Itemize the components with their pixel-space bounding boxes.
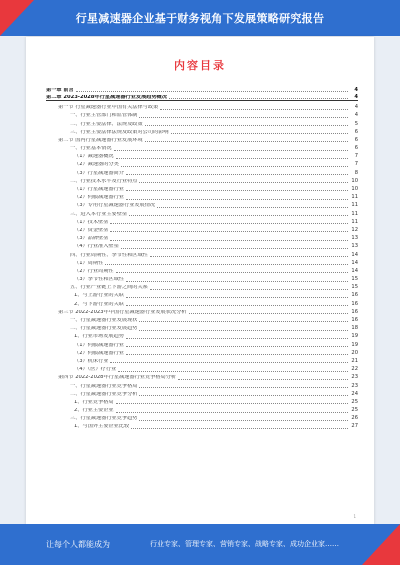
toc-entry-text: 1、行业竞争格局	[74, 399, 114, 405]
toc-entry-page: 7	[354, 153, 358, 160]
toc-entry-text: （2）伺服减速器行业	[74, 350, 124, 356]
toc-leader-dots	[150, 256, 348, 257]
toc-entry[interactable]	[46, 93, 358, 101]
toc-leader-dots	[116, 403, 348, 404]
toc-entry[interactable]	[46, 274, 358, 282]
toc-leader-dots	[131, 428, 348, 429]
toc-leader-dots	[189, 313, 349, 314]
toc-entry-page: 5	[354, 120, 358, 127]
toc-entry-page: 14	[351, 259, 358, 266]
toc-entry-page: 11	[351, 202, 358, 209]
toc-entry-page: 6	[354, 128, 358, 135]
toc-leader-dots	[126, 174, 348, 175]
toc-entry-text: 二、行业技术水平及行业特点	[70, 178, 138, 184]
toc-entry-page: 26	[351, 415, 358, 422]
toc-leader-dots	[139, 321, 348, 322]
toc-leader-dots	[126, 190, 348, 191]
toc-leader-dots	[139, 387, 348, 388]
toc-entry-text: 2、行业主要企业	[74, 408, 114, 414]
toc-entry[interactable]	[46, 283, 358, 291]
toc-leader-dots	[114, 150, 348, 151]
toc-entry[interactable]	[46, 242, 358, 250]
toc-entry[interactable]	[46, 201, 358, 209]
toc-leader-dots	[145, 141, 348, 142]
toc-entry-text: 一、行星减速器行业发展现状	[70, 318, 138, 324]
toc-leader-dots	[110, 362, 348, 363]
document-page	[26, 37, 374, 525]
toc-leader-dots	[178, 379, 348, 380]
toc-leader-dots	[129, 215, 348, 216]
toc-title: 内容目录	[174, 59, 226, 72]
toc-entry-text: 二、行业主要法律、法规及政策	[70, 121, 143, 127]
toc-leader-dots	[121, 166, 348, 167]
toc-entry-page: 25	[351, 398, 358, 405]
toc-entry-text: （3）季节性和区域性	[74, 277, 124, 283]
table-of-contents	[46, 85, 358, 430]
toc-entry-text: （3）专用行星减速器行业发展情况	[74, 203, 156, 209]
toc-entry-text: （3）机床行业	[74, 358, 109, 364]
toc-entry[interactable]	[46, 373, 358, 381]
toc-entry-text: （1）减速器概况	[74, 154, 114, 160]
toc-entry[interactable]	[46, 315, 358, 323]
toc-entry[interactable]	[46, 332, 358, 340]
toc-entry-text: 一、行业主管部门和监管体制	[70, 113, 138, 119]
toc-entry-text: 2、与下游行业的关联	[74, 301, 124, 307]
toc-entry[interactable]	[46, 192, 358, 200]
toc-entry-page: 16	[351, 300, 358, 307]
toc-entry-text: 三、进入本行业主要壁垒	[70, 211, 128, 217]
toc-entry-page: 10	[351, 177, 358, 184]
toc-entry[interactable]	[46, 168, 358, 176]
toc-entry-page: 25	[351, 407, 358, 414]
toc-entry-text: （2）行业周期性	[74, 268, 114, 274]
toc-entry[interactable]	[46, 111, 358, 119]
toc-leader-dots	[126, 338, 348, 339]
toc-entry-page: 27	[351, 423, 358, 430]
toc-entry[interactable]	[46, 143, 358, 151]
toc-entry-page: 4	[354, 112, 358, 119]
toc-entry-text: 四、行业周期性、季节性和区域性	[70, 252, 148, 258]
toc-entry[interactable]	[46, 356, 358, 364]
toc-leader-dots	[116, 158, 348, 159]
toc-entry-text: （2）减速器的分类	[74, 162, 119, 168]
toc-entry[interactable]	[46, 258, 358, 266]
toc-leader-dots	[126, 281, 348, 282]
toc-entry[interactable]	[46, 414, 358, 422]
toc-entry-page: 6	[354, 145, 358, 152]
toc-entry[interactable]	[46, 291, 358, 299]
toc-entry-page: 22	[351, 366, 358, 373]
toc-leader-dots	[118, 371, 348, 372]
toc-leader-dots	[139, 330, 348, 331]
toc-leader-dots	[116, 412, 348, 413]
toc-entry-text: （1）周期性	[74, 260, 104, 266]
toc-entry-text: （3）品牌壁垒	[74, 236, 109, 242]
toc-entry[interactable]	[46, 233, 358, 241]
toc-entry-page: 20	[351, 349, 358, 356]
toc-entry[interactable]	[46, 307, 358, 315]
toc-entry-text: 1、与上游行业的关联	[74, 293, 124, 299]
toc-entry[interactable]	[46, 152, 358, 160]
toc-entry-text: （3）行星减速器简介	[74, 170, 124, 176]
toc-entry-page: 4	[354, 93, 358, 100]
toc-entry-text: 一、行星减速器行业竞争格局	[70, 383, 138, 389]
footer-banner	[0, 524, 400, 565]
toc-leader-dots	[126, 297, 348, 298]
toc-entry[interactable]	[46, 323, 358, 331]
toc-entry[interactable]	[46, 405, 358, 413]
toc-entry-text: 第一章 前言	[46, 87, 74, 93]
footer-red-ribbon	[362, 524, 400, 565]
toc-entry[interactable]	[46, 135, 358, 143]
toc-leader-dots	[110, 240, 348, 241]
toc-leader-dots	[160, 109, 348, 110]
toc-entry-text: 一、行业基本情况	[70, 146, 112, 152]
toc-entry[interactable]	[46, 160, 358, 168]
toc-entry-page: 15	[351, 284, 358, 291]
toc-entry-text: （1）伺服减速器行业	[74, 342, 124, 348]
toc-entry-page: 13	[351, 243, 358, 250]
toc-entry[interactable]	[46, 266, 358, 274]
toc-entry-text: （2）资金壁垒	[74, 227, 109, 233]
toc-entry[interactable]	[46, 422, 358, 430]
toc-entry[interactable]	[46, 209, 358, 217]
toc-entry-page: 4	[354, 86, 358, 93]
toc-leader-dots	[110, 231, 348, 232]
toc-leader-dots	[139, 117, 348, 118]
toc-leader-dots	[171, 133, 348, 134]
toc-entry-page: 18	[351, 325, 358, 332]
toc-entry-text: 第一节 行星减速器行业中国有关法律与政策	[58, 105, 159, 111]
toc-entry[interactable]	[46, 217, 358, 225]
toc-entry[interactable]	[46, 102, 358, 110]
toc-entry-text: 1、与国外主要企业比较	[74, 424, 130, 430]
toc-entry-text: （1）技术壁垒	[74, 219, 109, 225]
toc-entry-text: 第二章 2023-2028年行星减速器行业发展趋势概况	[46, 94, 168, 100]
toc-entry[interactable]	[46, 340, 358, 348]
toc-entry-text: （4）（医）疗行业	[74, 367, 117, 373]
toc-leader-dots	[116, 272, 348, 273]
toc-entry-page: 16	[351, 308, 358, 315]
toc-entry-text: 第四节 2022-2028年行星减速器行业竞争格局分析	[58, 375, 177, 381]
toc-entry[interactable]	[46, 119, 358, 127]
toc-entry-page: 16	[351, 317, 358, 324]
toc-entry-text: 二、行星减速器行业竞争分析	[70, 391, 138, 397]
footer-slogan-left: 让每个人都能成为	[46, 540, 110, 549]
toc-entry[interactable]	[46, 381, 358, 389]
toc-entry[interactable]	[46, 184, 358, 192]
toc-leader-dots	[126, 199, 348, 200]
toc-leader-dots	[126, 305, 348, 306]
toc-entry[interactable]	[46, 389, 358, 397]
toc-leader-dots	[139, 182, 348, 183]
toc-entry[interactable]	[46, 397, 358, 405]
toc-entry[interactable]	[46, 85, 358, 93]
toc-leader-dots	[139, 395, 348, 396]
toc-entry-page: 6	[354, 136, 358, 143]
toc-entry[interactable]	[46, 364, 358, 372]
toc-leader-dots	[121, 248, 348, 249]
toc-entry[interactable]	[46, 250, 358, 258]
toc-entry[interactable]	[46, 348, 358, 356]
toc-entry-page: 19	[351, 333, 358, 340]
toc-leader-dots	[126, 346, 348, 347]
toc-entry-page: 24	[351, 390, 358, 397]
toc-leader-dots	[150, 289, 348, 290]
toc-entry-page: 8	[354, 169, 358, 176]
toc-leader-dots	[105, 264, 348, 265]
toc-entry-page: 10	[351, 186, 358, 193]
toc-entry-text: 三、行星减速器行业竞争趋势	[70, 416, 138, 422]
toc-leader-dots	[157, 207, 348, 208]
toc-entry-text: 1、行业市场发展趋势	[74, 334, 124, 340]
toc-entry-text: 第二节 国内行星减速器行业发展环境	[58, 137, 143, 143]
toc-entry-text: 第三节 2022-2023年中国行星减速器行业发展状况分析	[58, 309, 187, 315]
toc-leader-dots	[76, 91, 348, 92]
toc-entry-page: 11	[351, 218, 358, 225]
toc-entry-page: 12	[351, 226, 358, 233]
toc-entry[interactable]	[46, 127, 358, 135]
header-banner	[0, 0, 400, 36]
toc-entry[interactable]	[46, 176, 358, 184]
toc-entry-page: 4	[354, 104, 358, 111]
toc-entry-page: 16	[351, 292, 358, 299]
toc-entry-page: 23	[351, 374, 358, 381]
toc-entry-text: 三、行业主要法律法规及政策对公司的影响	[70, 129, 169, 135]
toc-leader-dots	[110, 223, 348, 224]
toc-entry[interactable]	[46, 225, 358, 233]
toc-leader-dots	[145, 125, 348, 126]
report-title: 行星减速器企业基于财务视角下发展策略研究报告	[75, 12, 325, 25]
page-number: 1	[353, 514, 356, 519]
toc-entry-text: （2）伺服减速器行业	[74, 195, 124, 201]
toc-entry-text: （1）行星减速器行业	[74, 187, 124, 193]
toc-entry-text: （4）行业准入壁垒	[74, 244, 119, 250]
toc-leader-dots	[169, 98, 348, 99]
footer-slogan-right: 行业专家、管理专家、营销专家、战略专家、成功企业家……	[150, 540, 339, 548]
toc-entry-page: 11	[351, 210, 358, 217]
toc-entry-page: 13	[351, 235, 358, 242]
toc-leader-dots	[126, 354, 348, 355]
toc-entry-text: 二、行星减速器行业发展趋势	[70, 326, 138, 332]
toc-entry-page: 19	[351, 341, 358, 348]
toc-entry-page: 15	[351, 276, 358, 283]
toc-entry[interactable]	[46, 299, 358, 307]
toc-entry-page: 23	[351, 382, 358, 389]
toc-entry-text: 五、行业产业链上下游之间的关系	[70, 285, 148, 291]
toc-leader-dots	[139, 420, 348, 421]
toc-entry-page: 14	[351, 267, 358, 274]
toc-entry-page: 14	[351, 251, 358, 258]
toc-entry-page: 11	[351, 194, 358, 201]
toc-entry-page: 7	[354, 161, 358, 168]
toc-entry-page: 21	[351, 357, 358, 364]
